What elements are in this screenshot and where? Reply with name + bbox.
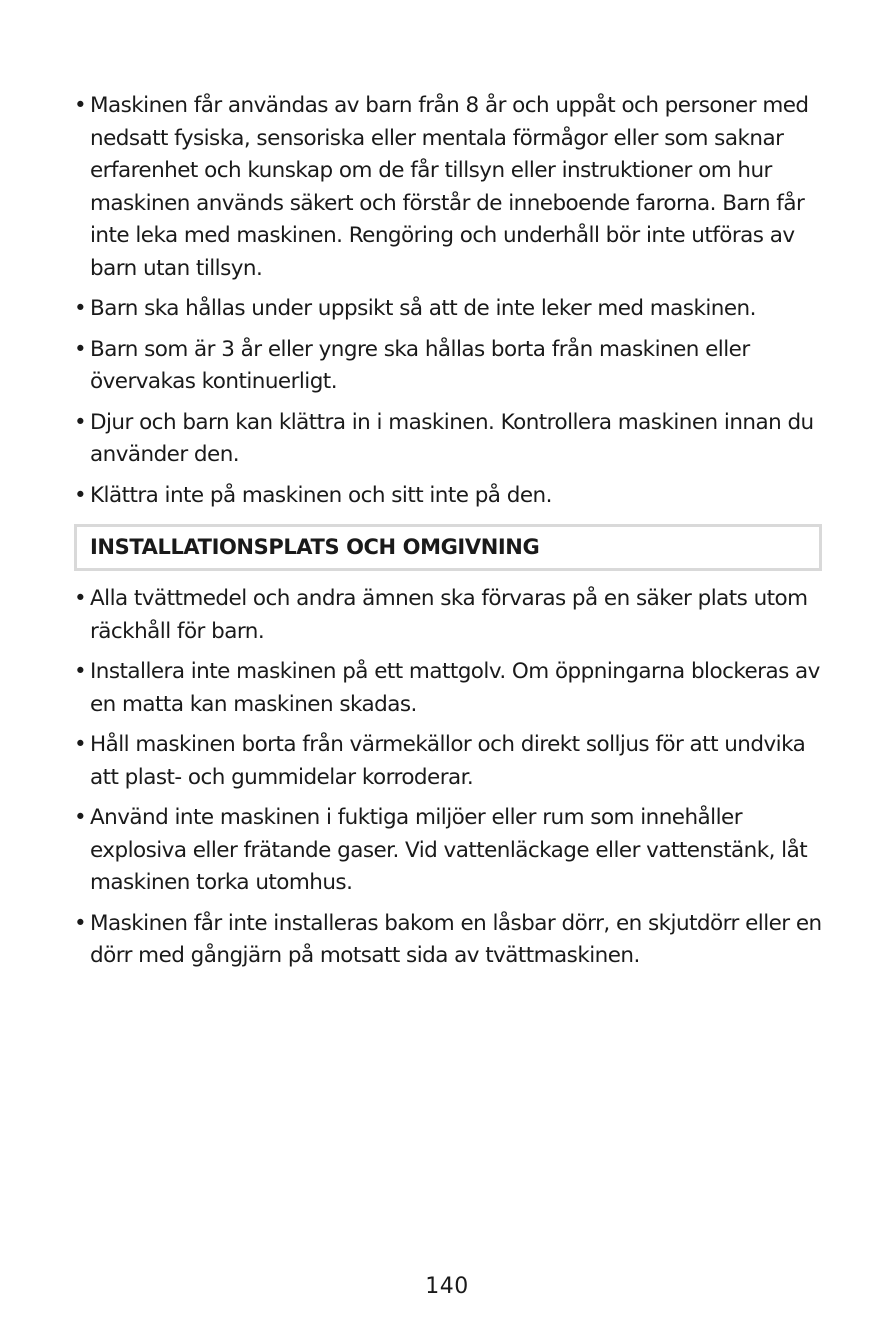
bullet-icon: • xyxy=(74,296,87,321)
bullet-icon: • xyxy=(74,409,87,435)
installation-list xyxy=(74,583,822,973)
bullet-icon: • xyxy=(74,910,87,936)
bullet-icon: • xyxy=(74,805,87,830)
list-item xyxy=(74,802,822,900)
safety-list xyxy=(74,90,822,512)
list-item-text: Använd inte maskinen i fuktiga miljöer eller rum som innehåller explosiva eller frätande gaser. Vid vattenläckage eller vattenstänk, låt maskinen torka utomhus. xyxy=(90,805,808,895)
list-item-text: Maskinen får inte installeras bakom en låsbar dörr, en skjutdörr eller en dörr med gångjärn på motsatt sida av tvättmaskinen. xyxy=(90,910,822,968)
bullet-icon: • xyxy=(74,659,87,684)
list-item xyxy=(74,908,822,973)
section-heading: INSTALLATIONSPLATS OCH OMGIVNING xyxy=(74,524,822,571)
list-item-text: Installera inte maskinen på ett mattgolv. Om öppningarna blockeras av en matta kan maskinen skadas. xyxy=(90,659,820,717)
bullet-icon: • xyxy=(74,482,87,508)
bullet-icon: • xyxy=(74,732,87,757)
list-item xyxy=(74,583,822,648)
list-item-text: Barn ska hållas under uppsikt så att de inte leker med maskinen. xyxy=(90,296,756,321)
list-item xyxy=(74,293,822,326)
list-item-text: Klättra inte på maskinen och sitt inte på den. xyxy=(90,482,552,508)
list-item-text: Alla tvättmedel och andra ämnen ska förvaras på en säker plats utom räckhåll för barn. xyxy=(90,586,808,644)
list-item xyxy=(74,480,822,513)
list-item xyxy=(74,90,822,285)
page-number: 140 xyxy=(425,1274,469,1299)
bullet-icon: • xyxy=(74,93,87,118)
list-item xyxy=(74,334,822,399)
bullet-icon: • xyxy=(74,336,87,362)
list-item-text: Håll maskinen borta från värmekällor och direkt solljus för att undvika att plast- och gummidelar korroderar. xyxy=(90,732,806,790)
list-item xyxy=(74,656,822,721)
list-item-text: Maskinen får användas av barn från 8 år och uppåt och personer med nedsatt fysiska, sensoriska eller mentala förmågor eller som saknar erfarenhet och kunskap om de får tillsyn eller instruktioner om hur maskinen används säkert och förstår de inneboende farorna. Barn får inte leka med maskinen. Rengöring och underhåll bör inte utföras av barn utan tillsyn. xyxy=(90,93,809,281)
list-item-text: Djur och barn kan klättra in i maskinen. Kontrollera maskinen innan du använder den. xyxy=(90,409,814,467)
bullet-icon: • xyxy=(74,586,87,611)
list-item-text: Barn som är 3 år eller yngre ska hållas borta från maskinen eller övervakas kontinuerligt. xyxy=(90,336,750,394)
page-content xyxy=(74,90,822,981)
list-item xyxy=(74,407,822,472)
list-item xyxy=(74,729,822,794)
